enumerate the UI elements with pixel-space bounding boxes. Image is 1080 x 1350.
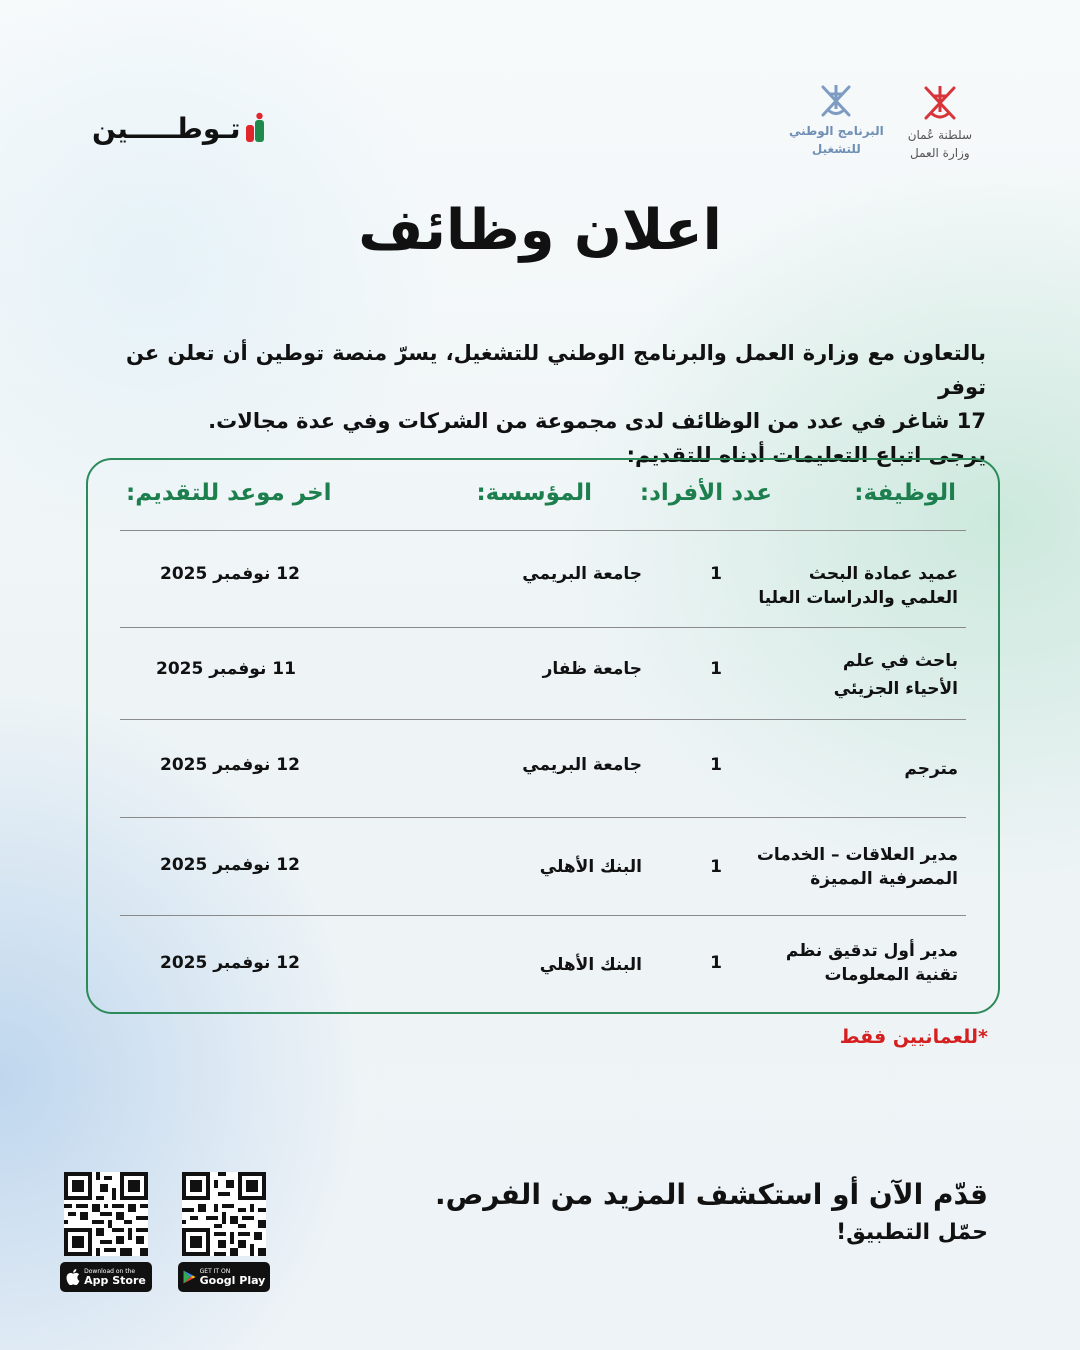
table-row <box>120 627 966 719</box>
ministry-caption-2: وزارة العمل <box>910 146 970 160</box>
omanis-only-note: *للعمانيين فقط <box>839 1026 988 1048</box>
table-row <box>120 817 966 915</box>
google-play-big-text: Googl Play <box>199 1273 266 1287</box>
table-row <box>120 915 966 1010</box>
app-store-big-text: App Store <box>84 1273 146 1287</box>
job-organization: جامعة البريمي <box>522 564 642 584</box>
job-deadline: 12 نوفمبر 2025 <box>160 564 300 584</box>
job-title <box>834 647 958 703</box>
qr-code-icon <box>64 1172 148 1256</box>
job-title <box>758 562 958 610</box>
google-play-badge[interactable] <box>178 1262 270 1292</box>
jobs-table <box>86 458 1000 1014</box>
row-divider <box>120 627 966 628</box>
app-store-badge[interactable] <box>60 1262 152 1292</box>
google-play-download[interactable] <box>178 1172 270 1292</box>
ministry-of-labour-logo <box>908 82 972 160</box>
program-caption-2: للتشغيل <box>811 142 861 156</box>
cta-subtitle: حمّل التطبيق! <box>836 1220 988 1245</box>
job-title <box>757 843 958 891</box>
job-title-line-2: المصرفية المميزة <box>810 869 958 889</box>
job-title-line-1: باحث في علم <box>842 651 958 671</box>
row-divider <box>120 530 966 531</box>
job-organization: جامعة البريمي <box>522 755 642 775</box>
table-row <box>120 530 966 626</box>
tawteen-logo-text: تـوطـــــين <box>92 111 241 145</box>
header-job: الوظيفة: <box>854 480 956 506</box>
app-store-download[interactable] <box>60 1172 152 1292</box>
job-deadline: 12 نوفمبر 2025 <box>160 855 300 875</box>
apple-icon <box>66 1269 80 1285</box>
tawteen-logo-icon <box>243 112 271 144</box>
google-play-icon <box>183 1270 196 1284</box>
job-title <box>786 939 958 987</box>
job-title-line-2: تقنية المعلومات <box>824 965 958 985</box>
national-program-logo <box>789 82 884 156</box>
job-organization: جامعة ظفار <box>542 659 642 679</box>
intro-line-1: بالتعاون مع وزارة العمل والبرنامج الوطني للتشغيل، يسرّ منصة توطين أن تعلن عن توفر <box>126 341 986 399</box>
job-count: 1 <box>710 857 722 877</box>
job-deadline: 12 نوفمبر 2025 <box>160 953 300 973</box>
google-play-small-text: GET IT ON <box>199 1267 231 1275</box>
tawteen-logo <box>92 108 271 148</box>
job-title-line-1: مدير أول تدقيق نظم <box>785 941 958 961</box>
job-organization: البنك الأهلي <box>539 857 642 877</box>
table-row <box>120 719 966 817</box>
intro-line-3: يرجى اتباع التعليمات أدناه للتقديم: <box>626 443 986 467</box>
header-deadline: اخر موعد للتقديم: <box>126 480 332 506</box>
qr-code-icon <box>182 1172 266 1256</box>
job-count: 1 <box>710 564 722 584</box>
job-organization: البنك الأهلي <box>539 955 642 975</box>
job-title-line-1: مدير العلاقات – الخدمات <box>756 845 958 865</box>
header-count: عدد الأفراد: <box>639 480 772 506</box>
job-deadline: 11 نوفمبر 2025 <box>156 659 296 679</box>
program-emblem-icon <box>818 82 854 120</box>
job-count: 1 <box>710 755 722 775</box>
job-title-line-1: عميد عمادة البحث <box>808 564 958 584</box>
partner-logos <box>789 82 972 160</box>
row-divider <box>120 915 966 916</box>
job-title-line-1: مترجم <box>904 759 958 779</box>
intro-line-2: 17 شاغر في عدد من الوظائف لدى مجموعة من الشركات وفي عدة مجالات. <box>208 409 986 433</box>
job-count: 1 <box>710 659 722 679</box>
header-org: المؤسسة: <box>476 480 592 506</box>
ministry-caption-1: سلطنة عُمان <box>907 128 972 142</box>
row-divider <box>120 817 966 818</box>
row-divider <box>120 719 966 720</box>
intro-paragraph <box>126 336 986 472</box>
program-caption-1: البرنامج الوطني <box>788 124 884 138</box>
job-title-line-2: الأحياء الجزيئي <box>833 679 958 699</box>
page-title: اعلان وظائف <box>358 198 722 263</box>
oman-emblem-icon <box>920 82 960 124</box>
job-count: 1 <box>710 953 722 973</box>
job-title-line-2: العلمي والدراسات العليا <box>758 588 958 608</box>
cta-title: قدّم الآن أو استكشف المزيد من الفرص. <box>434 1178 988 1211</box>
job-deadline: 12 نوفمبر 2025 <box>160 755 300 775</box>
app-store-small-text: Download on the <box>84 1267 136 1275</box>
job-title <box>904 757 958 781</box>
